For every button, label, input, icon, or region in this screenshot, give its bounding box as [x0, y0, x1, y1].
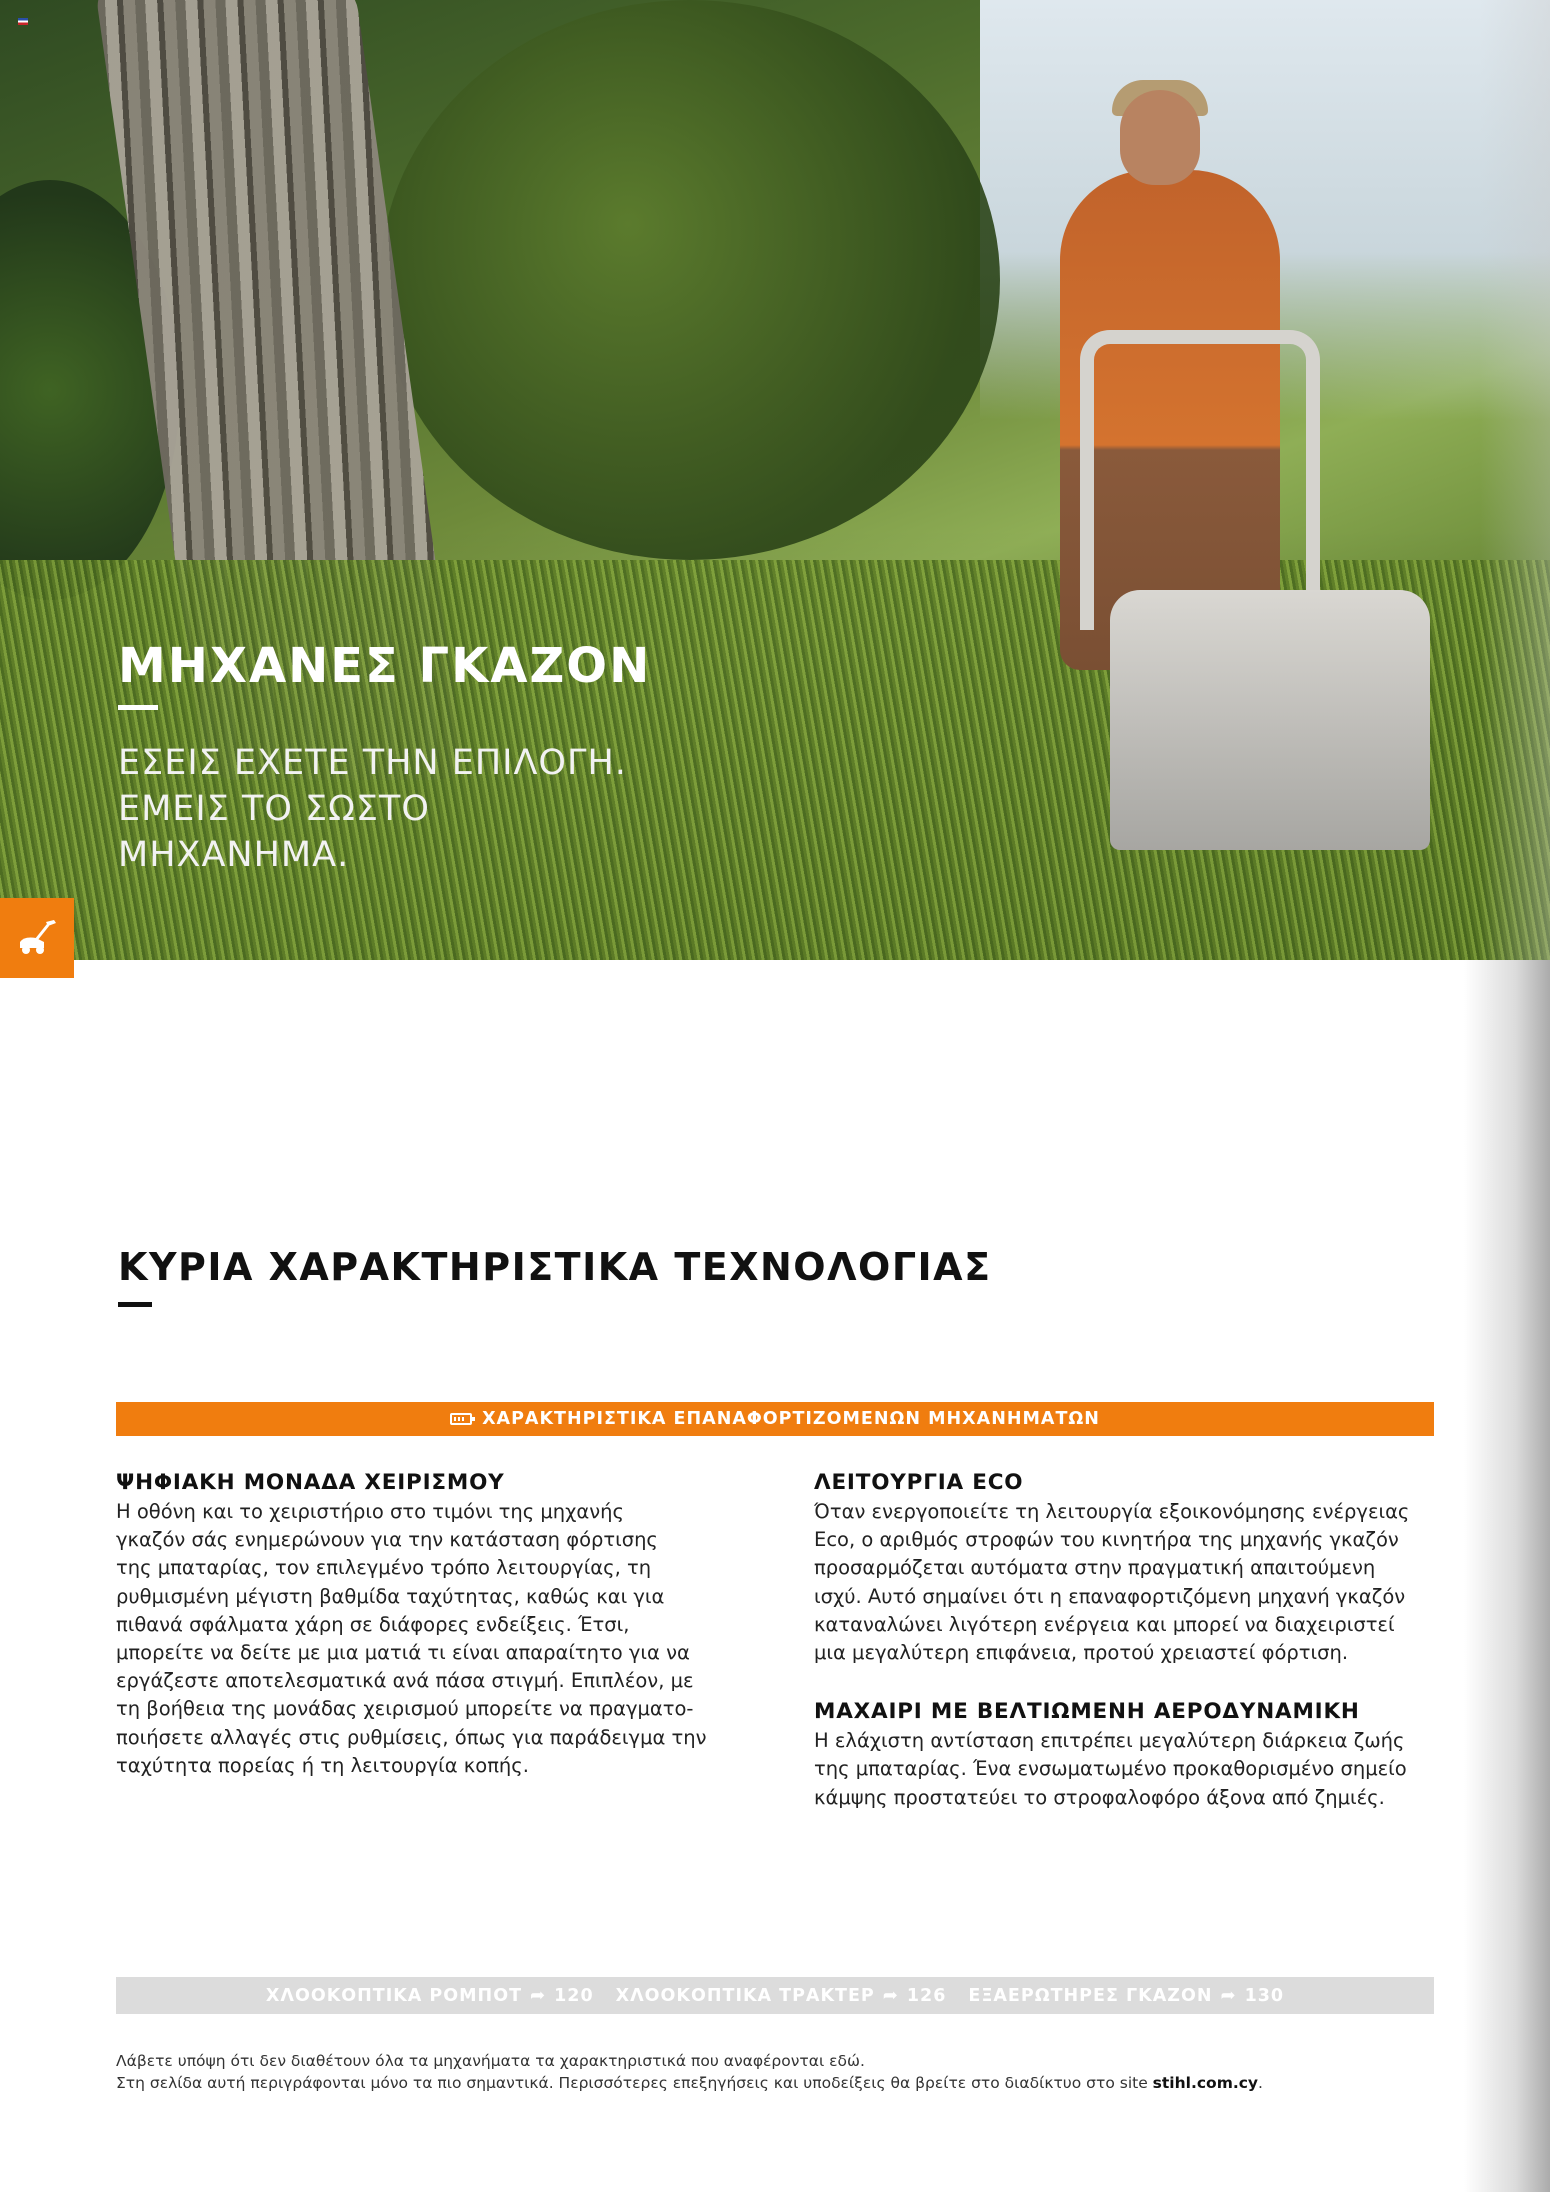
hero-text [118, 640, 818, 878]
arrow-icon: ➦ [882, 1985, 899, 2006]
text-line: γκαζόν σάς ενημερώνουν για την κατάσταση φόρτισης [116, 1528, 658, 1552]
foliage [380, 0, 1000, 560]
title-dash [118, 705, 158, 710]
hero-subtitle-line: ΕΜΕΙΣ ΤΟ ΣΩΣΤΟ [118, 788, 430, 829]
arrow-icon: ➦ [530, 1985, 547, 2006]
cross-reference-bar [116, 1977, 1434, 2014]
features-left-column [116, 1468, 756, 1810]
text-line: της μπαταρίας. Ένα ενσωματωμένο προκαθορισμένο σημείο [814, 1757, 1407, 1781]
hero-photo [0, 0, 1550, 960]
section-tab[interactable] [0, 898, 74, 978]
footnote-line [116, 2072, 1263, 2094]
hero-subtitle [118, 740, 818, 878]
link-ride-on-mowers[interactable] [616, 1985, 947, 2006]
battery-icon [450, 1413, 472, 1425]
feature-title: ΜΑΧΑΙΡΙ ΜΕ ΒΕΛΤΙΩΜΕΝΗ ΑΕΡΟΔΥΝΑΜΙΚΗ [814, 1699, 1360, 1725]
footnote [116, 2050, 1263, 2094]
text-line: τη βοήθεια της μονάδας χειρισμού μπορείτε να πραγματο- [116, 1697, 694, 1721]
text-line: πιθανά σφάλματα χάρη σε διάφορες ενδείξεις. Έτσι, [116, 1612, 630, 1636]
text-line: Η ελάχιστη αντίσταση επιτρέπει μεγαλύτερη διάρκεια ζωής [814, 1729, 1405, 1753]
feature-aerodynamic-blade [814, 1697, 1454, 1812]
text-line: ρυθμισμένη μέγιστη βαθμίδα ταχύτητας, καθώς και για [116, 1584, 665, 1608]
person-head [1120, 90, 1200, 185]
feature-text [814, 1727, 1454, 1812]
page-edge-shadow [1480, 0, 1550, 960]
text-line: της μπαταρίας, τον επιλεγμένο τρόπο λειτουργίας, τη [116, 1556, 652, 1580]
text-line: προσαρμόζεται αυτόματα στην πραγματική απαιτούμενη [814, 1556, 1376, 1580]
text-line: Όταν ενεργοποιείτε τη λειτουργία εξοικονόμησης ενέργειας [814, 1500, 1410, 1523]
footnote-text: . [1258, 2074, 1263, 2092]
arrow-icon: ➦ [1220, 1985, 1237, 2006]
lawn-mower [1110, 590, 1430, 850]
link-page: 126 [906, 1985, 947, 2006]
feature-title: ΨΗΦΙΑΚΗ ΜΟΝΑΔΑ ΧΕΙΡΙΣΜΟΥ [116, 1470, 505, 1495]
footnote-line: Λάβετε υπόψη ότι δεν διαθέτουν όλα τα μηχανήματα τα χαρακτηριστικά που αναφέρονται εδώ. [116, 2052, 865, 2070]
link-page: 120 [554, 1985, 594, 2006]
hero-title: ΜΗΧΑΝΕΣ ΓΚΑΖΟΝ [118, 638, 652, 694]
feature-title: ΛΕΙΤΟΥΡΓΙΑ ECO [814, 1470, 1024, 1495]
hero-subtitle-line: ΜΗΧΑΝΗΜΑ. [118, 834, 350, 875]
link-robot-mowers[interactable] [266, 1985, 594, 2006]
link-label: ΧΛΟΟΚΟΠΤΙΚΑ ΤΡΑΚΤΕΡ [615, 1985, 875, 2006]
text-line: μια μεγαλύτερη επιφάνεια, προτού χρειαστεί φόρτιση. [814, 1641, 1349, 1665]
website-link[interactable]: stihl.com.cy [1152, 2074, 1259, 2092]
bar-label: ΧΑΡΑΚΤΗΡΙΣΤΙΚΑ ΕΠΑΝΑΦΟΡΤΙΖΟΜΕΝΩΝ ΜΗΧΑΝΗΜΑΤΩΝ [482, 1409, 1100, 1429]
text-line: Η οθόνη και το χειριστήριο στο τιμόνι της μηχανής [116, 1500, 624, 1523]
feature-text [116, 1498, 756, 1780]
feature-eco-mode [814, 1468, 1454, 1667]
text-line: Eco, ο αριθμός στροφών του κινητήρα της μηχανής γκαζόν [814, 1528, 1399, 1552]
flag-icon [18, 18, 28, 25]
section-dash [118, 1302, 152, 1307]
text-line: ισχύ. Αυτό σημαίνει ότι η επαναφορτιζόμενη μηχανή γκαζόν [814, 1584, 1406, 1608]
text-line: εργάζεστε αποτελεσματικά ανά πάσα στιγμή. Επιπλέον, με [116, 1669, 694, 1693]
link-label: ΕΞΑΕΡΩΤΗΡΕΣ ΓΚΑΖΟΝ [968, 1985, 1213, 2006]
footnote-text: Στη σελίδα αυτή περιγράφονται μόνο τα πιο σημαντικά. Περισσότερες επεξηγήσεις και υποδείξεις θα βρείτε στο διαδίκτυο στο site [116, 2074, 1153, 2092]
text-line: ταχύτητα πορείας ή τη λειτουργία κοπής. [116, 1753, 529, 1777]
text-line: ποιήσετε αλλαγές στις ρυθμίσεις, όπως για παράδειγμα την [116, 1725, 707, 1749]
link-page: 130 [1244, 1985, 1285, 2006]
feature-text [814, 1498, 1454, 1667]
mower-handle [1080, 330, 1320, 630]
text-line: κάμψης προστατεύει το στροφαλοφόρο άξονα από ζημιές. [814, 1785, 1385, 1809]
lawn-mower-icon [14, 918, 60, 958]
hero-subtitle-line: ΕΣΕΙΣ ΕΧΕΤΕ ΤΗΝ ΕΠΙΛΟΓΗ. [118, 742, 627, 783]
rechargeable-features-bar [116, 1402, 1434, 1436]
link-label: ΧΛΟΟΚΟΠΤΙΚΑ ΡΟΜΠΟΤ [265, 1985, 523, 2006]
feature-digital-control-unit [116, 1468, 756, 1780]
section-title: ΚΥΡΙΑ ΧΑΡΑΚΤΗΡΙΣΤΙΚΑ ΤΕΧΝΟΛΟΓΙΑΣ [118, 1245, 992, 1289]
link-scarifiers[interactable] [968, 1985, 1284, 2006]
page-edge-shadow [1464, 960, 1550, 2192]
features-right-column [814, 1468, 1454, 1842]
text-line: καταναλώνει λιγότερη ενέργεια και μπορεί να διαχειριστεί [814, 1612, 1395, 1636]
text-line: μπορείτε να δείτε με μια ματιά τι είναι απαραίτητο για να [116, 1641, 690, 1665]
